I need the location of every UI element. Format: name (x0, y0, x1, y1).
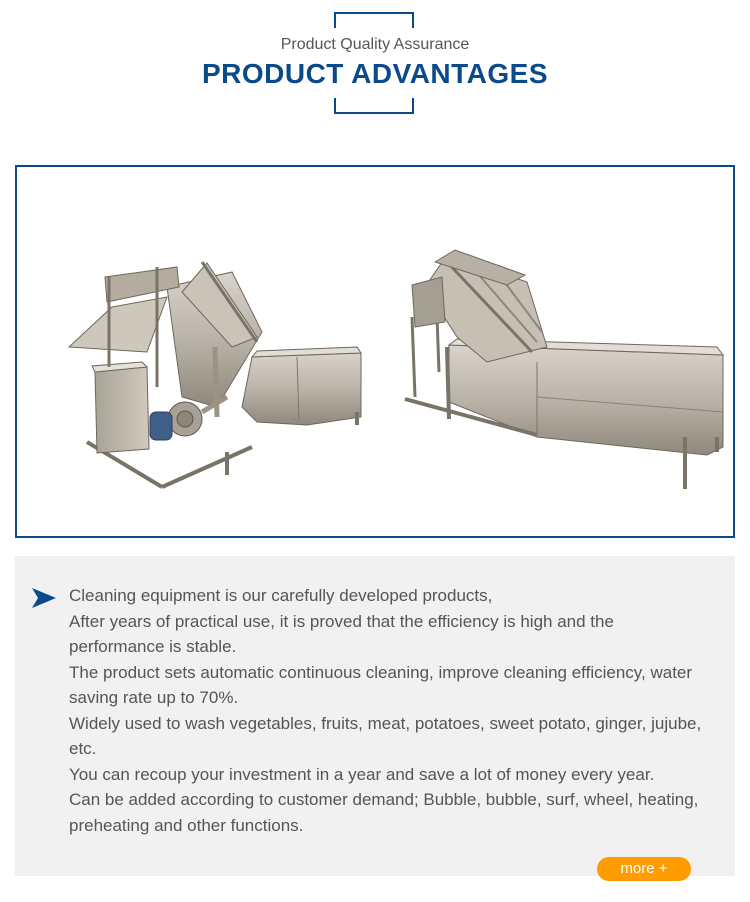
title-bracket-top (334, 12, 414, 28)
machine-left (69, 262, 361, 487)
arrow-right-icon (32, 588, 56, 608)
machine-right (405, 250, 723, 489)
description-line: The product sets automatic continuous cleaning, improve cleaning efficiency, water saving rate up to 70%. (69, 662, 693, 707)
description-line: Can be added according to customer demand; Bubble, bubble, surf, wheel, heating, preheating and other functions. (69, 790, 699, 835)
description-line: Cleaning equipment is our carefully developed products, (69, 586, 493, 605)
section-title: PRODUCT ADVANTAGES (201, 58, 549, 89)
washing-machine-illustration (17, 167, 733, 536)
description-text (69, 583, 709, 838)
description-line: After years of practical use, it is proved that the efficiency is high and the performance is stable. (69, 611, 614, 656)
title-bracket-bottom (334, 98, 414, 114)
product-photo (15, 165, 735, 538)
description-line: You can recoup your investment in a year and save a lot of money every year. (69, 764, 655, 784)
section-header (0, 0, 750, 130)
description-panel (15, 556, 735, 876)
more-button[interactable]: more + (597, 857, 691, 881)
description-line: Widely used to wash vegetables, fruits, meat, potatoes, sweet potato, ginger, jujube, etc. (69, 713, 702, 758)
section-subtitle: Product Quality Assurance (280, 36, 470, 53)
